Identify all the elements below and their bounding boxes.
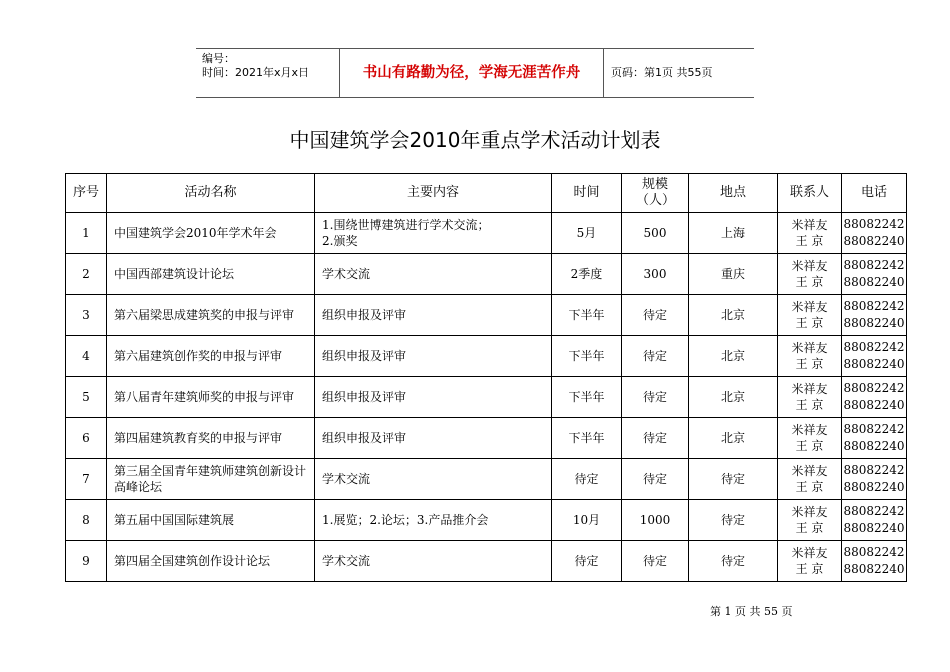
row-content: 学术交流	[315, 541, 552, 582]
row-name: 第八届青年建筑师奖的申报与评审	[107, 377, 315, 418]
phone-number: 88082242	[843, 381, 905, 395]
row-contact: 米祥友 王 京	[778, 377, 842, 418]
header-name: 活动名称	[107, 174, 315, 213]
row-content: 组织申报及评审	[315, 295, 552, 336]
row-name: 第四届全国建筑创作设计论坛	[107, 541, 315, 582]
document-header	[196, 48, 754, 98]
row-contact: 米祥友 王 京	[778, 254, 842, 295]
row-phone	[842, 377, 907, 418]
table-row	[66, 418, 907, 459]
row-time: 10月	[552, 500, 622, 541]
row-time: 下半年	[552, 295, 622, 336]
row-contact: 米祥友 王 京	[778, 418, 842, 459]
table-row	[66, 336, 907, 377]
row-scale: 待定	[622, 459, 689, 500]
row-name: 第六届建筑创作奖的申报与评审	[107, 336, 315, 377]
phone-number: 88082242	[843, 258, 905, 272]
row-no: 4	[66, 336, 107, 377]
row-content: 学术交流	[315, 254, 552, 295]
row-contact: 米祥友 王 京	[778, 541, 842, 582]
header-meta-cell	[196, 49, 340, 97]
activity-plan-table	[65, 173, 907, 582]
row-phone	[842, 254, 907, 295]
row-content: 组织申报及评审	[315, 377, 552, 418]
row-no: 9	[66, 541, 107, 582]
row-content: 学术交流	[315, 459, 552, 500]
page-label: 页码：第1页 共55页	[611, 66, 713, 79]
number-label: 编号：	[202, 52, 235, 65]
phone-number: 88082242	[843, 217, 905, 231]
header-contact: 联系人	[778, 174, 842, 213]
row-no: 1	[66, 213, 107, 254]
phone-number: 88082242	[843, 463, 905, 477]
table-row	[66, 377, 907, 418]
row-place: 北京	[689, 418, 778, 459]
phone-number: 88082242	[843, 340, 905, 354]
header-place: 地点	[689, 174, 778, 213]
row-time: 待定	[552, 541, 622, 582]
table-header-row	[66, 174, 907, 213]
phone-number: 88082240	[843, 562, 905, 576]
row-scale: 1000	[622, 500, 689, 541]
header-no: 序号	[66, 174, 107, 213]
row-no: 6	[66, 418, 107, 459]
row-content: 组织申报及评审	[315, 418, 552, 459]
row-content: 1.展览；2.论坛；3.产品推介会	[315, 500, 552, 541]
page-footer: 第 1 页 共 55 页	[710, 605, 793, 618]
table-row	[66, 541, 907, 582]
row-no: 7	[66, 459, 107, 500]
row-content: 组织申报及评审	[315, 336, 552, 377]
table-row	[66, 500, 907, 541]
row-no: 8	[66, 500, 107, 541]
row-place: 北京	[689, 295, 778, 336]
phone-number: 88082240	[843, 521, 905, 535]
phone-number: 88082240	[843, 398, 905, 412]
phone-number: 88082240	[843, 234, 905, 248]
row-place: 待定	[689, 500, 778, 541]
row-name: 第三届全国青年建筑师建筑创新设计高峰论坛	[107, 459, 315, 500]
phone-number: 88082240	[843, 439, 905, 453]
row-content: 1.围绕世博建筑进行学术交流； 2.颁奖	[315, 213, 552, 254]
table-row	[66, 459, 907, 500]
row-no: 5	[66, 377, 107, 418]
row-time: 5月	[552, 213, 622, 254]
row-scale: 待定	[622, 295, 689, 336]
row-time: 待定	[552, 459, 622, 500]
row-name: 第四届建筑教育奖的申报与评审	[107, 418, 315, 459]
row-place: 上海	[689, 213, 778, 254]
row-phone	[842, 213, 907, 254]
row-scale: 待定	[622, 541, 689, 582]
row-place: 待定	[689, 541, 778, 582]
header-content: 主要内容	[315, 174, 552, 213]
row-phone	[842, 295, 907, 336]
row-phone	[842, 541, 907, 582]
phone-number: 88082240	[843, 357, 905, 371]
phone-number: 88082242	[843, 422, 905, 436]
header-time: 时间	[552, 174, 622, 213]
row-place: 北京	[689, 336, 778, 377]
row-name: 中国西部建筑设计论坛	[107, 254, 315, 295]
row-time: 下半年	[552, 336, 622, 377]
phone-number: 88082240	[843, 275, 905, 289]
header-scale: 规模（人）	[622, 174, 689, 213]
phone-number: 88082240	[843, 480, 905, 494]
row-contact: 米祥友 王 京	[778, 213, 842, 254]
table-row	[66, 213, 907, 254]
time-label: 时间：2021年x月x日	[202, 66, 310, 79]
row-phone	[842, 336, 907, 377]
row-name: 第五届中国国际建筑展	[107, 500, 315, 541]
row-name: 中国建筑学会2010年学术年会	[107, 213, 315, 254]
table-row	[66, 254, 907, 295]
row-scale: 500	[622, 213, 689, 254]
row-time: 2季度	[552, 254, 622, 295]
row-phone	[842, 418, 907, 459]
phone-number: 88082240	[843, 316, 905, 330]
table-row	[66, 295, 907, 336]
row-time: 下半年	[552, 418, 622, 459]
row-no: 3	[66, 295, 107, 336]
row-no: 2	[66, 254, 107, 295]
phone-number: 88082242	[843, 545, 905, 559]
row-time: 下半年	[552, 377, 622, 418]
row-contact: 米祥友 王 京	[778, 500, 842, 541]
row-name: 第六届梁思成建筑奖的申报与评审	[107, 295, 315, 336]
document-title: 中国建筑学会2010年重点学术活动计划表	[289, 128, 661, 152]
row-scale: 待定	[622, 418, 689, 459]
row-place: 北京	[689, 377, 778, 418]
motto: 书山有路勤为径，学海无涯苦作舟	[340, 49, 604, 97]
row-phone	[842, 459, 907, 500]
row-scale: 300	[622, 254, 689, 295]
row-scale: 待定	[622, 377, 689, 418]
phone-number: 88082242	[843, 504, 905, 518]
row-scale: 待定	[622, 336, 689, 377]
phone-number: 88082242	[843, 299, 905, 313]
row-phone	[842, 500, 907, 541]
row-place: 待定	[689, 459, 778, 500]
row-contact: 米祥友 王 京	[778, 336, 842, 377]
row-contact: 米祥友 王 京	[778, 295, 842, 336]
row-place: 重庆	[689, 254, 778, 295]
row-contact: 米祥友 王 京	[778, 459, 842, 500]
header-phone: 电话	[842, 174, 907, 213]
